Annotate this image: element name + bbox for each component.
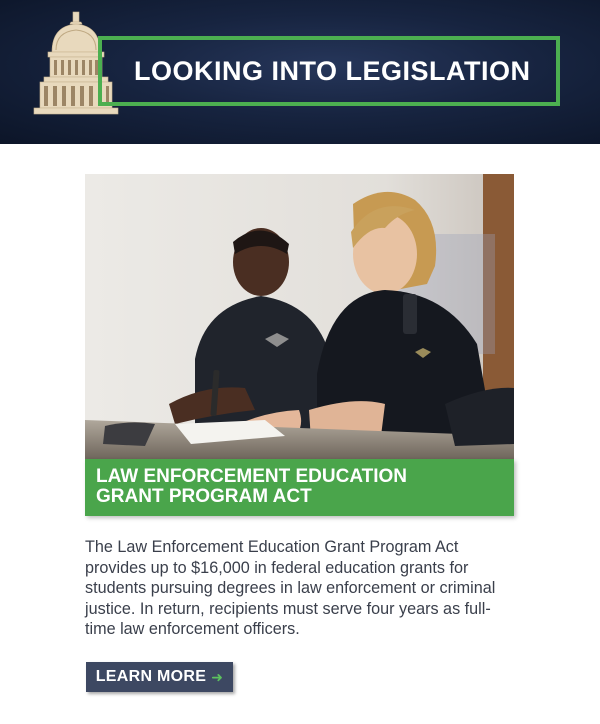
- learn-more-button[interactable]: [86, 662, 233, 692]
- learn-more-label: LEARN MORE: [95, 668, 207, 685]
- officers-in-classroom-photo: [85, 174, 514, 459]
- header-banner: [0, 0, 600, 144]
- page-title: LOOKING INTO LEGISLATION: [134, 56, 531, 86]
- arrow-right-icon: ➜: [211, 668, 224, 685]
- caption-line-1: LAW ENFORCEMENT EDUCATION: [96, 466, 408, 487]
- caption-line-2: GRANT PROGRAM ACT: [96, 486, 312, 507]
- feature-caption: [85, 459, 514, 516]
- feature-description: The Law Enforcement Education Grant Program Act provides up to $16,000 in federal education grants for students pursuing degrees in law enforcement or criminal justice. In return, recipients must serve four years as full-time law enforcement officers.: [85, 538, 496, 638]
